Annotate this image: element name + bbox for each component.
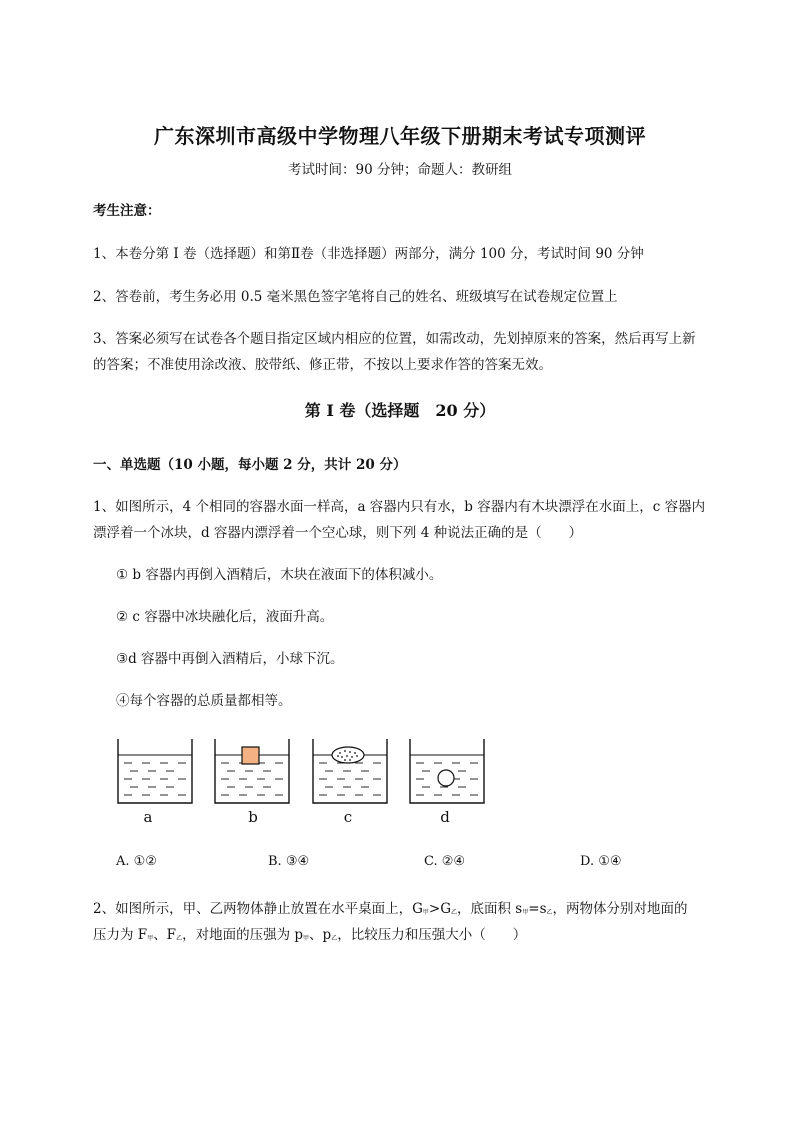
ice-block <box>332 747 364 763</box>
q1-stem-line-2: 漂浮着一个冰块，d 容器内漂浮着一个空心球，则下列 4 种说法正确的是（ ） <box>93 525 583 541</box>
q1-option-b[interactable]: B. ③④ <box>268 854 310 869</box>
section-heading: 第 I 卷（选择题 20 分） <box>304 401 496 420</box>
q2-stem-line-2: 压力为 F甲、F乙，对地面的压强为 p甲、p乙，比较压力和压强大小（ ） <box>93 927 527 943</box>
q2-stem-line-1: 2、如图所示，甲、乙两物体静止放置在水平桌面上，G甲>G乙，底面积 s甲=s乙，两物体分别对地面的 <box>93 901 688 917</box>
q1-stem-line-1: 1、如图所示，4 个相同的容器水面一样高，a 容器内只有水，b 容器内有木块漂浮在水面上，c 容器内 <box>93 499 706 515</box>
q1-statement-3: ③d 容器中再倒入酒精后，小球下沉。 <box>116 651 344 667</box>
exam-info: 考试时间：90 分钟；命题人：教研组 <box>288 162 512 178</box>
part-heading: 一、单选题（10 小题，每小题 2 分，共计 20 分） <box>93 457 407 473</box>
q1-statement-4: ④每个容器的总质量都相等。 <box>116 693 292 709</box>
q1-option-a[interactable]: A. ①② <box>116 854 157 869</box>
figure-label-c: c <box>343 808 353 826</box>
notice-heading: 考生注意： <box>93 203 161 219</box>
notice-item-3-line-1: 3、答案必须写在试卷各个题目指定区域内相应的位置，如需改动，先划掉原来的答案，然后再写上新 <box>93 331 696 347</box>
container-d <box>410 739 484 803</box>
figure-label-a: a <box>143 808 153 826</box>
figure-label-b: b <box>248 808 258 826</box>
wood-block <box>242 747 259 764</box>
q1-option-d[interactable]: D. ①④ <box>580 854 622 869</box>
figure-label-d: d <box>440 808 450 826</box>
notice-item-2: 2、答卷前，考生务必用 0.5 毫米黑色签字笔将自己的姓名、班级填写在试卷规定位置上 <box>93 289 618 305</box>
q1-statement-1: ① b 容器内再倒入酒精后，木块在液面下的体积减小。 <box>116 567 443 583</box>
container-b <box>215 739 289 803</box>
containers-figure <box>110 735 490 807</box>
notice-item-1: 1、本卷分第 I 卷（选择题）和第Ⅱ卷（非选择题）两部分，满分 100 分，考试时间 90 分钟 <box>93 246 644 262</box>
page-title: 广东深圳市高级中学物理八年级下册期末考试专项测评 <box>154 124 646 148</box>
q1-option-c[interactable]: C. ②④ <box>424 854 466 869</box>
hollow-ball <box>438 770 454 786</box>
container-a <box>118 739 192 803</box>
container-c <box>313 739 387 803</box>
notice-item-3-line-2: 的答案；不准使用涂改液、胶带纸、修正带，不按以上要求作答的答案无效。 <box>93 357 552 373</box>
q1-statement-2: ② c 容器中冰块融化后，液面升高。 <box>116 609 334 625</box>
